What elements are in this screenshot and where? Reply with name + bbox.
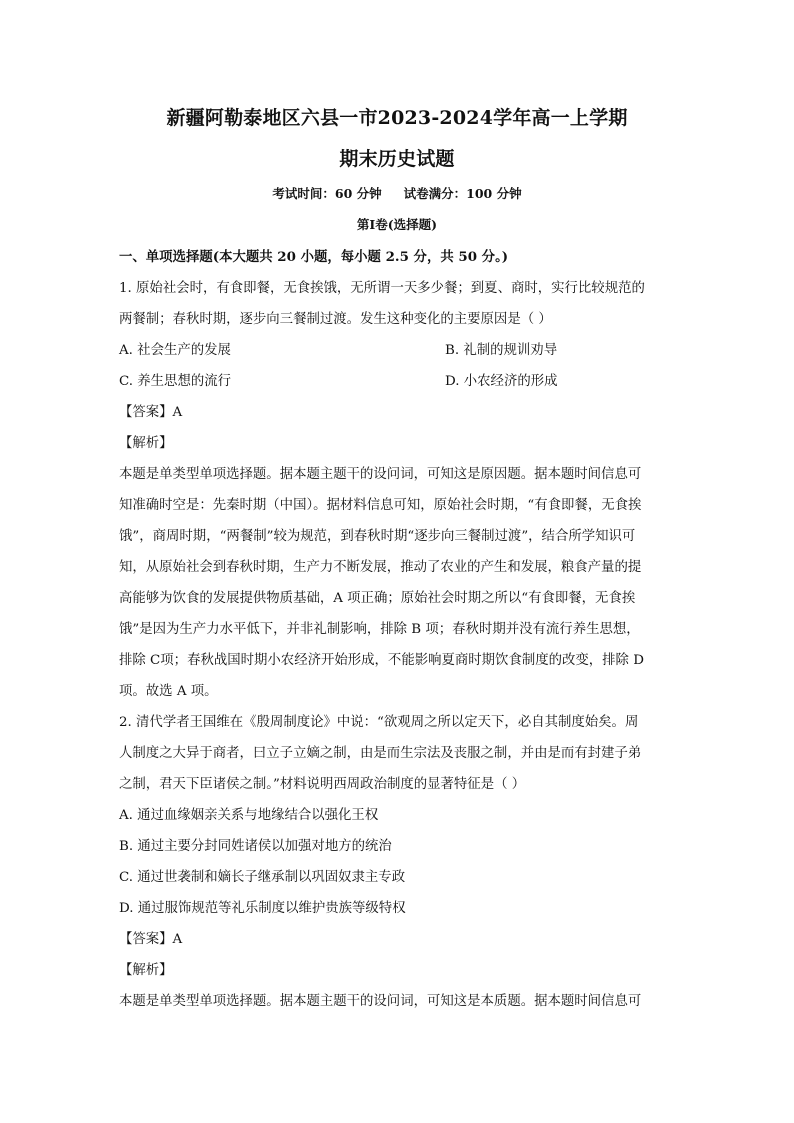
option-c: C. 通过世袭制和嫡长子继承制以巩固奴隶主专政 <box>119 870 406 885</box>
exam-time: 考试时间：60 分钟 <box>272 186 382 201</box>
question-1 <box>119 273 675 707</box>
stem-line: 1. 原始社会时，有食即餐，无食挨饿，无所谓一天多少餐；到夏、商时，实行比较规范的 <box>119 281 645 296</box>
analysis-line: 本题是单类型单项选择题。据本题主题干的设问词，可知这是本质题。据本题时间信息可 <box>119 994 642 1009</box>
question-stem <box>119 273 675 335</box>
analysis-line: 项。故选 A 项。 <box>119 684 218 699</box>
analysis-label: 【解析】 <box>119 963 173 978</box>
option-b: B. 通过主要分封同姓诸侯以加强对地方的统治 <box>119 839 392 854</box>
option-row <box>119 366 675 397</box>
question-stem <box>119 707 675 800</box>
answer-label: 【答案】A <box>119 932 183 947</box>
stem-line: 之制，君天下臣诸侯之制。”材料说明西周政治制度的显著特征是（ ） <box>119 777 526 792</box>
analysis-line: 本题是单类型单项选择题。据本题主题干的设问词，可知这是原因题。据本题时间信息可 <box>119 467 642 482</box>
analysis-line: 知，从原始社会到春秋时期，生产力不断发展，推动了农业的产生和发展，粮食产量的提 <box>119 560 642 575</box>
analysis-line: 饿”是因为生产力水平低下，并非礼制影响，排除 B 项；春秋时期并没有流行养生思想， <box>119 622 640 637</box>
exam-title-line2: 期末历史试题 <box>339 148 455 170</box>
analysis-label: 【解析】 <box>119 436 173 451</box>
stem-line: 人制度之大异于商者，曰立子立嫡之制，由是而生宗法及丧服之制，并由是而有封建子弟 <box>119 746 642 761</box>
option-c: C. 养生思想的流行 <box>119 374 232 389</box>
exam-full-score: 试卷满分：100 分钟 <box>403 186 522 201</box>
option-a: A. 社会生产的发展 <box>119 343 231 358</box>
question-2 <box>119 707 675 1017</box>
option-a: A. 通过血缘姻亲关系与地缘结合以强化王权 <box>119 808 379 823</box>
analysis-text <box>119 459 675 707</box>
analysis-line: 排除 C项；春秋战国时期小农经济开始形成，不能影响夏商时期饮食制度的改变，排除 D <box>119 653 644 668</box>
analysis-line: 饿”，商周时期，“两餐制”较为规范，到春秋时期“逐步向三餐制过渡”，结合所学知识可 <box>119 529 636 544</box>
answer-label: 【答案】A <box>119 405 183 420</box>
analysis-line: 高能够为饮食的发展提供物质基础，A 项正确；原始社会时期之所以“有食即餐，无食挨 <box>119 591 636 606</box>
exam-title-line1: 新疆阿勒泰地区六县一市2023-2024学年高一上学期 <box>166 107 628 129</box>
analysis-line: 知准确时空是：先秦时期（中国）。据材料信息可知，原始社会时期，“有食即餐，无食挨 <box>119 498 642 513</box>
stem-line: 2. 清代学者王国维在《殷周制度论》中说：“欲观周之所以定天下，必自其制度始矣。周 <box>119 715 639 730</box>
analysis-text <box>119 986 675 1017</box>
option-d: D. 小农经济的形成 <box>445 374 558 389</box>
option-d: D. 通过服饰规范等礼乐制度以维护贵族等级特权 <box>119 901 406 916</box>
exam-content <box>119 242 675 1017</box>
exam-meta <box>0 184 794 204</box>
volume-heading: 第Ⅰ卷(选择题) <box>356 217 438 232</box>
option-row <box>119 335 675 366</box>
option-b: B. 礼制的规训劝导 <box>445 343 558 358</box>
section-heading: 一、单项选择题(本大题共 20 小题，每小题 2.5 分，共 50 分。) <box>119 249 509 265</box>
stem-line: 两餐制；春秋时期，逐步向三餐制过渡。发生这种变化的主要原因是（ ） <box>119 312 552 327</box>
